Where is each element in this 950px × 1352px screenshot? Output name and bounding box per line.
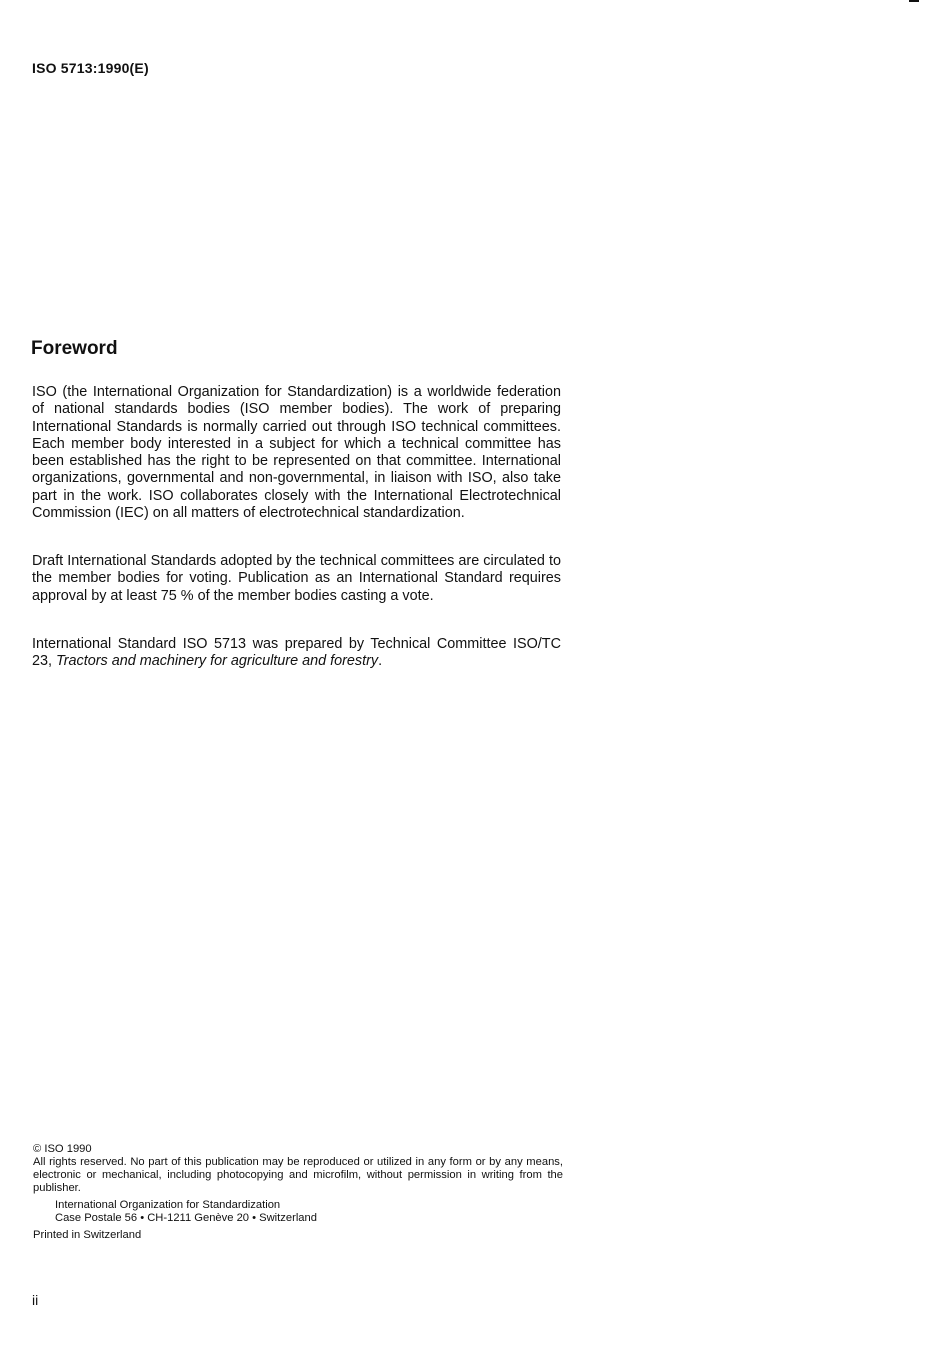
foreword-heading: Foreword: [31, 338, 118, 359]
foreword-paragraph-1: ISO (the International Organization for Standardization) is a worldwide federation of national standards bodies (ISO member bodies). The work of preparing International Standards is normally carried out through ISO technical committees. Each member body interested in a subject for which a technical committee has been established has the right to be represented on that committee. International organizations, governmental and non-governmental, in liaison with ISO, also take part in the work. ISO collaborates closely with the International Electrotechnical Commission (IEC) on all matters of electrotechnical standardization.: [32, 384, 561, 522]
paragraph-3-suffix: .: [378, 653, 383, 670]
publisher-postal-address: Case Postale 56 • CH-1211 Genève 20 • Switzerland: [55, 1212, 317, 1224]
publisher-address: [55, 1199, 563, 1225]
paragraph-3-prefix: International Standard ISO 5713 was prepared by Technical Committee ISO/TC 23,: [32, 636, 561, 670]
copyright-notice: © ISO 1990: [33, 1143, 92, 1155]
printed-in: Printed in Switzerland: [33, 1229, 142, 1241]
rights-statement: All rights reserved. No part of this publication may be reproduced or utilized in any form or by any means, electronic or mechanical, including photocopying and microfilm, without permission in writing from the publisher.: [33, 1156, 563, 1194]
committee-title: Tractors and machinery for agriculture and forestry: [56, 653, 379, 670]
page-corner-mark: [909, 0, 919, 2]
publisher-name: International Organization for Standardization: [55, 1199, 281, 1211]
copyright-block: [33, 1143, 563, 1242]
standard-identifier: ISO 5713:1990(E): [32, 60, 149, 76]
page-number: ii: [32, 1292, 39, 1308]
foreword-paragraph-3: [32, 636, 561, 671]
foreword-paragraph-2: Draft International Standards adopted by the technical committees are circulated to the member bodies for voting. Publication as an International Standard requires approval by at least 75 % of the member bodies casting a vote.: [32, 553, 561, 604]
